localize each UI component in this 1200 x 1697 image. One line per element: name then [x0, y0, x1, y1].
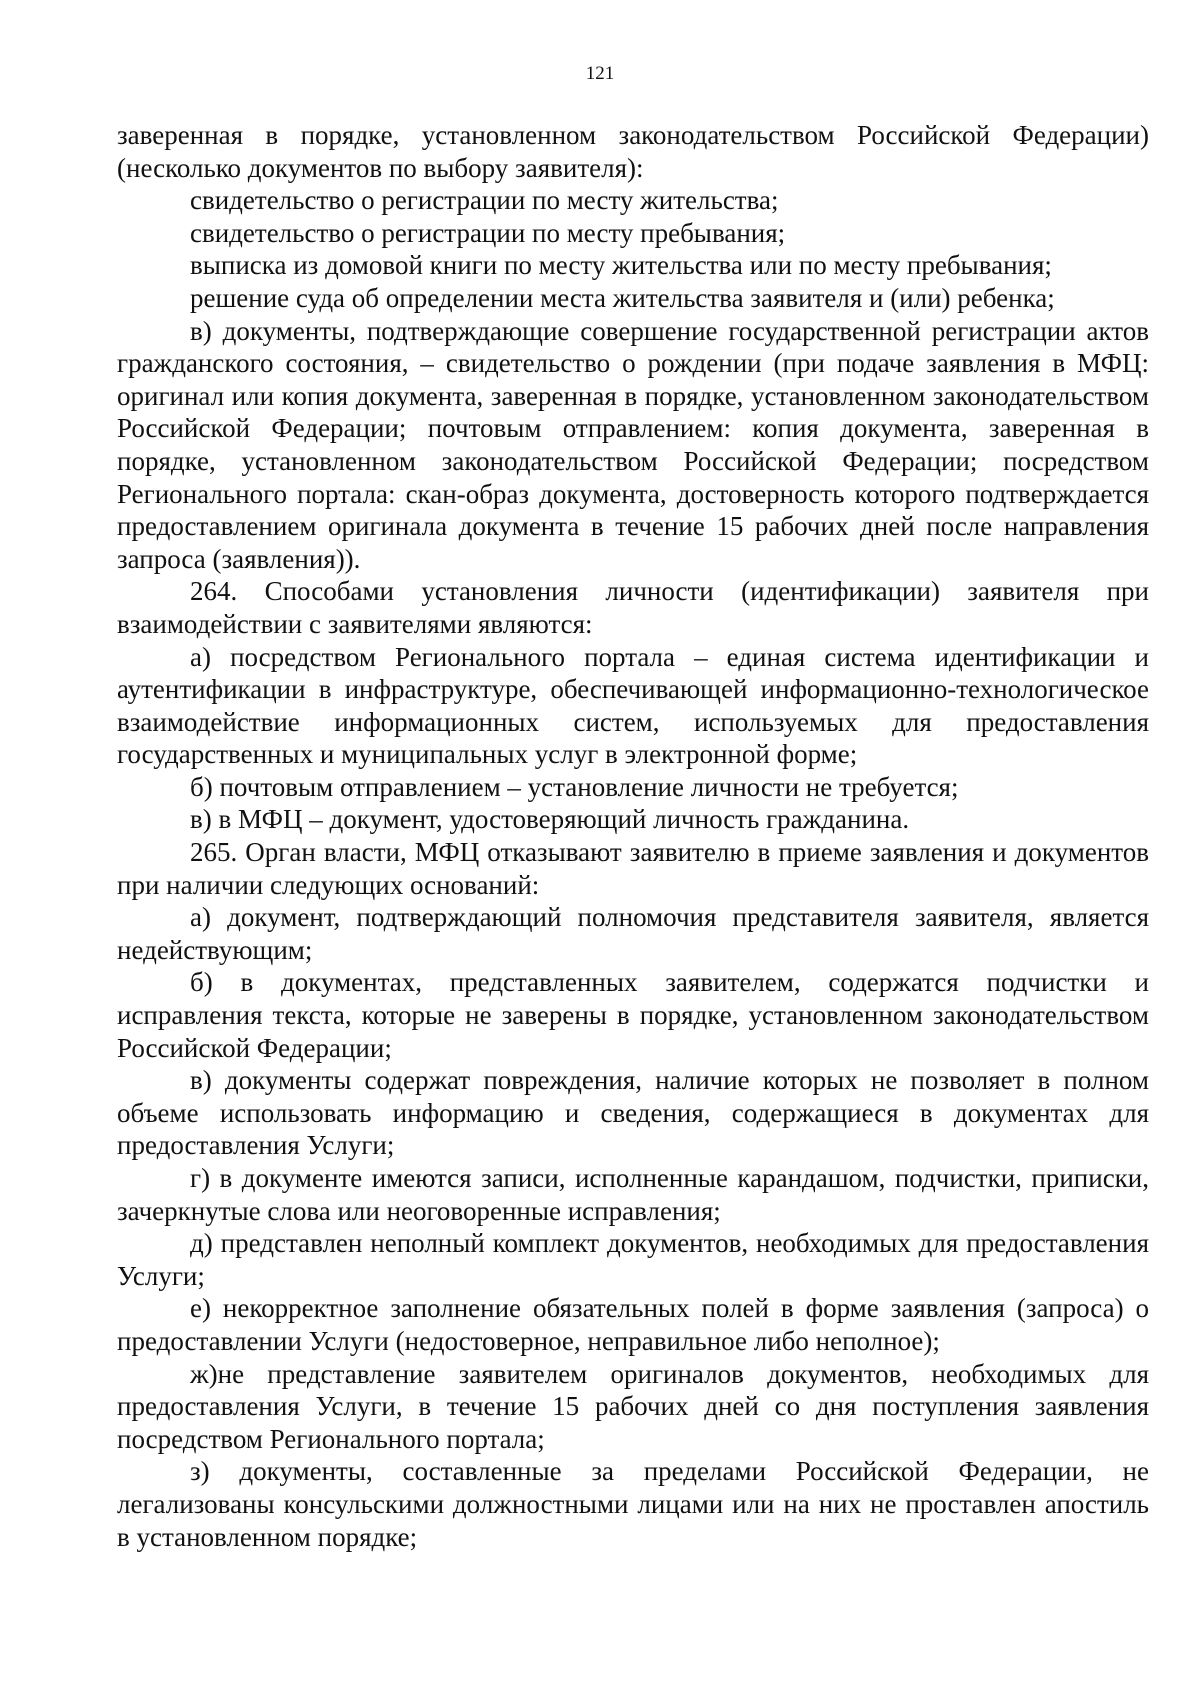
page-number: 121 — [585, 63, 615, 84]
paragraph: решение суда об определении места жительства заявителя и (или) ребенка; — [190, 282, 1055, 313]
paragraph: свидетельство о регистрации по месту жительства; — [190, 185, 779, 216]
paragraph: в) документы, подтверждающие совершение государственной регистрации актов гражданского состояния, – свидетельство о рождении (при подаче заявления в МФЦ: оригинал или копия документа, заверенная в порядке, установленном законодательством Российской Федерации; почтовым отправлением: копия документа, заверенная в порядке, установленном законодательством Российской Федерации; посредством Регионального портала: скан-образ документа, достоверность которого подтверждается предоставлением оригинала документа в течение 15 рабочих дней после направления запроса (заявления)). — [117, 315, 1149, 574]
paragraph: а) документ, подтверждающий полномочия представителя заявителя, является недействующим; — [117, 902, 1149, 965]
paragraph: г) в документе имеются записи, исполненные карандашом, подчистки, приписки, зачеркнутые слова или неоговоренные исправления; — [117, 1163, 1149, 1226]
paragraph: в) в МФЦ – документ, удостоверяющий личность гражданина. — [190, 804, 910, 835]
paragraph: 265. Орган власти, МФЦ отказывают заявителю в приеме заявления и документов при наличии следующих оснований: — [117, 837, 1149, 900]
paragraph: а) посредством Регионального портала – единая система идентификации и аутентификации в инфраструктуре, обеспечивающей информационно-технологическое взаимодействие информационных систем, используемых для предоставления государственных и муниципальных услуг в электронной форме; — [117, 641, 1149, 770]
paragraph: б) в документах, представленных заявителем, содержатся подчистки и исправления текста, которые не заверены в порядке, установленном законодательством Российской Федерации; — [117, 967, 1149, 1063]
paragraph: свидетельство о регистрации по месту пребывания; — [190, 217, 786, 248]
paragraph: заверенная в порядке, установленном законодательством Российской Федерации) (несколько документов по выбору заявителя): — [117, 120, 1149, 183]
paragraph: е) некорректное заполнение обязательных полей в форме заявления (запроса) о предоставлении Услуги (недостоверное, неправильное либо неполное); — [117, 1293, 1149, 1356]
document-body — [117, 119, 1149, 1553]
paragraph: ж)не представление заявителем оригиналов документов, необходимых для предоставления Услуги, в течение 15 рабочих дней со дня поступления заявления посредством Регионального портала; — [117, 1358, 1149, 1454]
paragraph: 264. Способами установления личности (идентификации) заявителя при взаимодействии с заявителями являются: — [117, 576, 1149, 639]
paragraph: д) представлен неполный комплект документов, необходимых для предоставления Услуги; — [117, 1228, 1149, 1291]
paragraph: б) почтовым отправлением – установление личности не требуется; — [190, 771, 959, 802]
paragraph: в) документы содержат повреждения, наличие которых не позволяет в полном объеме использовать информацию и сведения, содержащиеся в документах для предоставления Услуги; — [117, 1065, 1149, 1161]
paragraph: выписка из домовой книги по месту жительства или по месту пребывания; — [190, 250, 1052, 281]
paragraph: з) документы, составленные за пределами Российской Федерации, не легализованы консульскими должностными лицами или на них не проставлен апостиль в установленном порядке; — [117, 1456, 1149, 1552]
